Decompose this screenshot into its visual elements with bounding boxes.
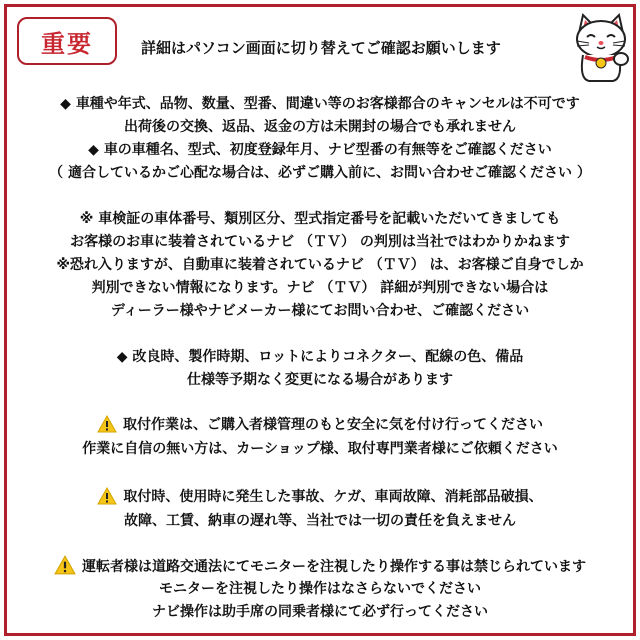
notice-frame — [4, 4, 636, 636]
warning-line — [7, 487, 633, 506]
warning-text: 運転者様は道路交通法にてモニターを注視したり操作する事は禁じられています — [82, 559, 586, 575]
notice-line: ディーラー様やナビメーカー様にてお問い合わせ、ご確認ください — [110, 303, 530, 319]
lucky-cat-icon — [569, 11, 633, 83]
header-title: 詳細はパソコン画面に切り替えてご確認お願いします — [141, 39, 501, 57]
notice-line: モニターを注視したり操作はなさらないでください — [159, 581, 481, 597]
notice-line: ◆ 改良時、製作時期、ロットによりコネクター、配線の色、備品 — [116, 349, 524, 365]
notice-line: ナビ操作は助手席の同乗者様にて必ず行ってください — [152, 604, 488, 620]
warning-text: 取付時、使用時に発生した事故、ケガ、車両故障、消耗部品破損、 — [123, 489, 543, 505]
notice-line: お客様のお車に装着されているナビ （ＴＶ） の判別は当社ではわかりかねます — [70, 234, 570, 250]
notice-line: ※ 車検証の車体番号、類別区分、型式指定番号を記載いただいてきましても — [79, 211, 561, 227]
important-badge-label: 重要 — [41, 29, 93, 58]
warning-icon — [97, 415, 117, 433]
warning-icon — [97, 487, 117, 505]
notice-line: ◆ 車種や年式、品物、数量、型番、間違い等のお客様都合のキャンセルは不可です — [60, 96, 580, 112]
notice-line: 出荷後の交換、返品、返金の方は未開封の場合でも承れません — [124, 119, 516, 135]
warning-text: 取付作業は、ご購入者様管理のもと安全に気を付け行ってください — [123, 417, 543, 433]
important-badge — [17, 17, 117, 65]
header — [7, 7, 633, 87]
warning-icon — [54, 555, 76, 575]
notice-line: （ 適合しているかご心配な場合は、必ずご購入前に、お問い合わせご確認ください ） — [49, 165, 591, 181]
warning-line — [7, 415, 633, 434]
notice-line: 判別できない情報になります。ナビ （ＴＶ） 詳細が判別できない場合は — [91, 280, 549, 296]
notice-line: 作業に自信の無い方は、カーショップ様、取付専門業者様にご依頼ください — [82, 441, 558, 457]
warning-line — [7, 555, 633, 576]
notice-line: ※恐れ入りますが、自動車に装着されているナビ （ＴＶ） は、お客様ご自身でしか — [56, 257, 584, 273]
notice-line: 仕様等予期なく変更になる場合があります — [187, 372, 453, 388]
notice-line: 故障、工賃、納車の遅れ等、当社では一切の責任を負えません — [124, 513, 516, 529]
notice-line: ◆ 車の車種名、型式、初度登録年月、ナビ型番の有無等をご確認ください — [88, 142, 552, 158]
